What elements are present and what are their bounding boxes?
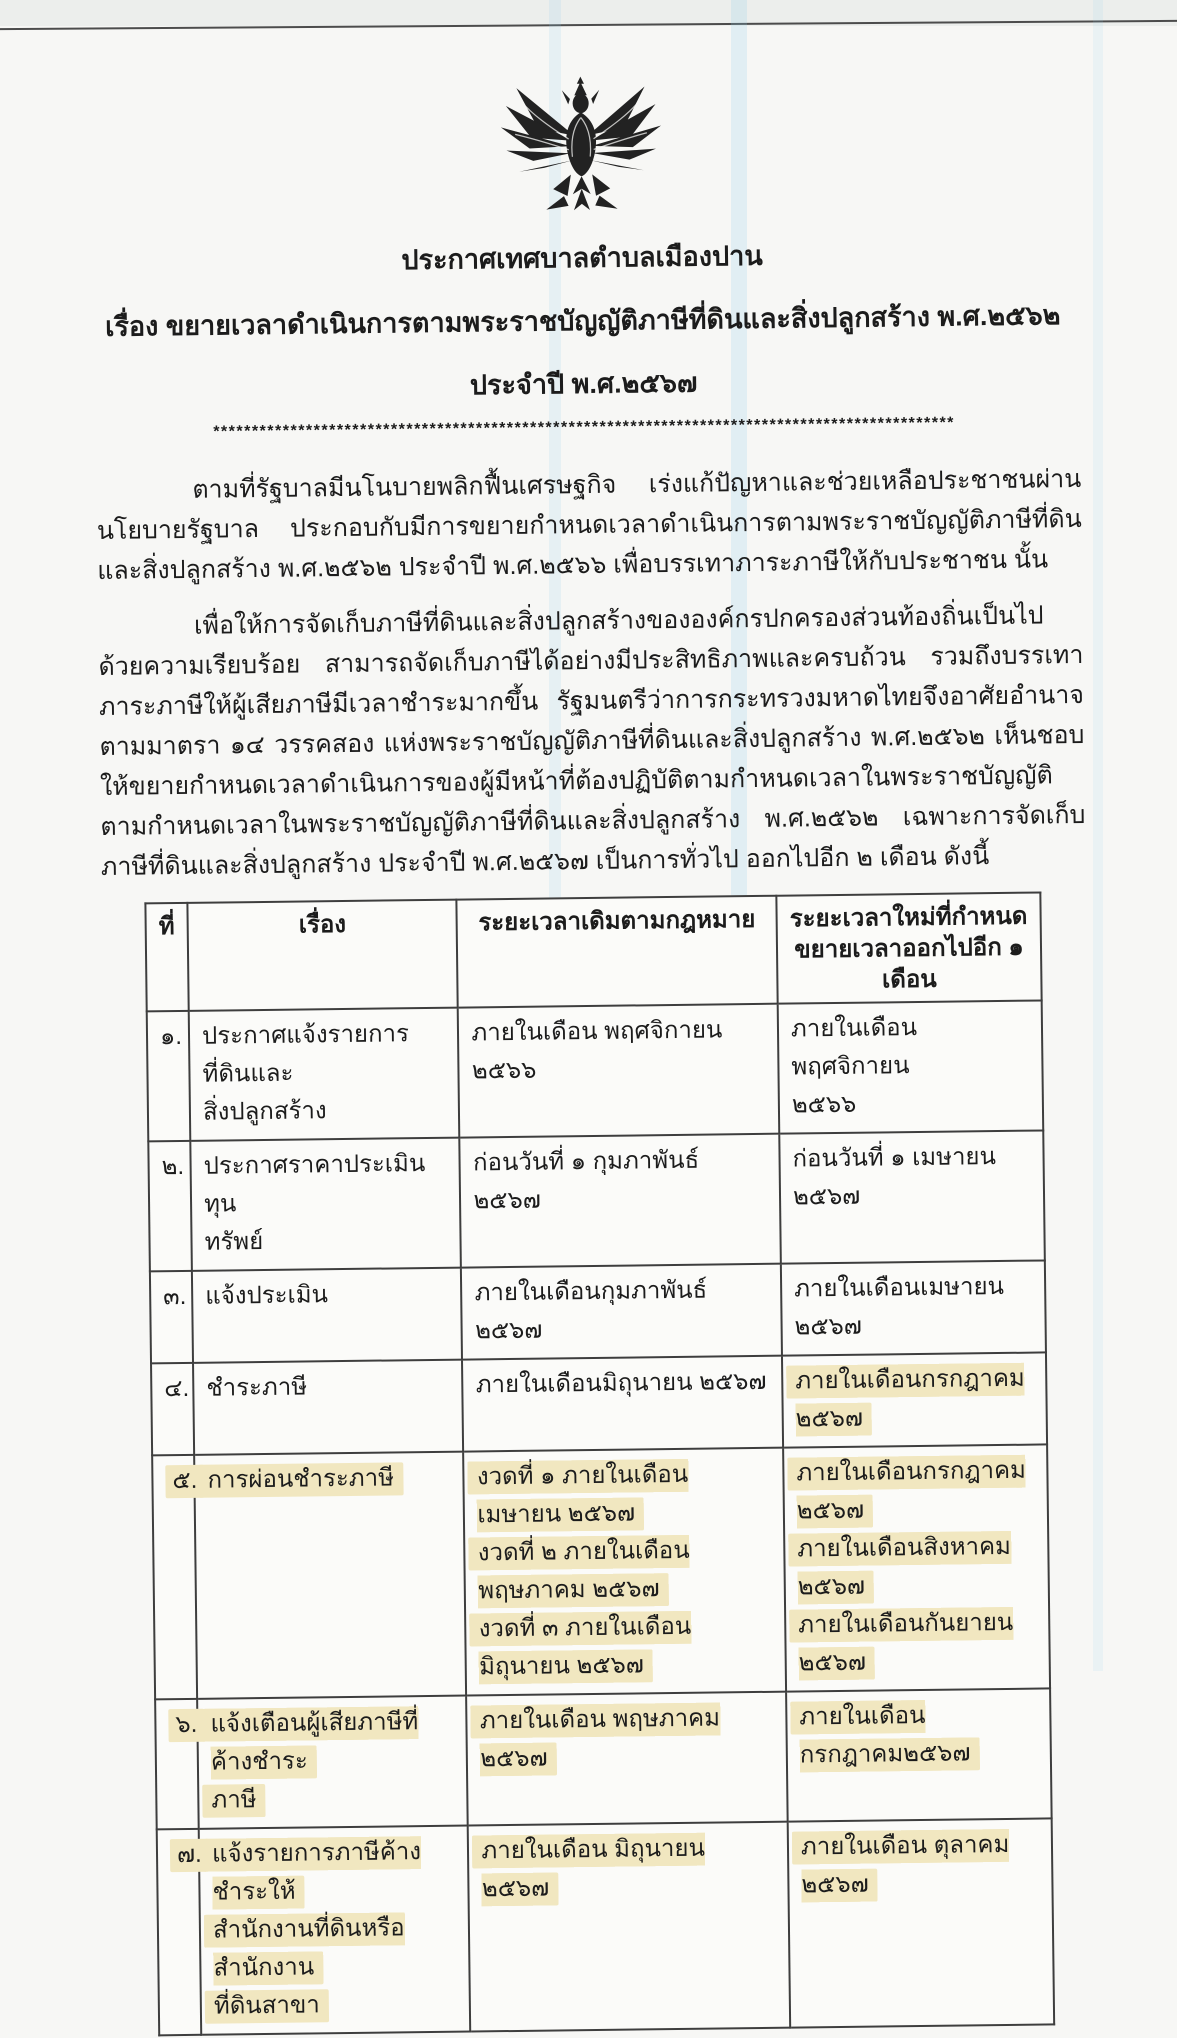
table-cell-number [148,1141,192,1272]
highlighted-text: งวดที่ ๓ ภายในเดือนมิถุนายน ๒๕๖๗ [470,1611,692,1685]
cell-text: ชำระภาษี [206,1373,308,1402]
cell-text: ภายในเดือนกุมภาพันธ์ ๒๕๖๗ [474,1276,708,1345]
table-cell-extended-deadline [786,1688,1052,1821]
document-sheet [0,19,1177,2038]
table-cell-original-deadline [460,1134,781,1268]
paragraph: เพื่อให้การจัดเก็บภาษีที่ดินและสิ่งปลูกสร้างขององค์กรปกครองส่วนท้องถิ่นเป็นไปด้วยความเรียบร้อย สามารถจัดเก็บภาษีได้อย่างมีประสิทธิภาพและครบถ้วน รวมถึงบรรเทาภาระภาษีให้ผู้เสียภาษีมีเวลาชำระมากขึ้น รัฐมนตรีว่าการกระทรวงมหาดไทยจึงอาศัยอำนาจตามมาตรา ๑๔ วรรคสอง แห่งพระราชบัญญัติภาษีที่ดินและสิ่งปลูกสร้าง พ.ศ.๒๕๖๒ เห็นชอบให้ขยายกำหนดเวลาดำเนินการของผู้มีหน้าที่ต้องปฏิบัติตามกำหนดเวลาในพระราชบัญญัติตามกำหนดเวลาในพระราชบัญญัติภาษีที่ดินและสิ่งปลูกสร้าง พ.ศ.๒๕๖๒ เฉพาะการจัดเก็บภาษีที่ดินและสิ่งปลูกสร้าง ประจำปี พ.ศ.๒๕๖๗ เป็นการทั่วไป ออกไปอีก ๒ เดือน ดังนี้ [98,601,1086,881]
highlighted-text: ภาษี [202,1784,266,1818]
table-header-cell: ที่ [145,903,188,1012]
highlighted-text: แจ้งรายการภาษีค้างชำระให้ [203,1836,421,1910]
asterisk-divider: ************************************************************************************************ [213,414,956,441]
cell-text: ก่อนวันที่ ๑ เมษายน ๒๕๖๗ [792,1143,997,1211]
table-cell-topic [197,1696,468,1829]
table-cell-extended-deadline [783,1444,1050,1691]
table-cell-topic [190,1138,461,1271]
highlighted-text: สำนักงานที่ดินหรือสำนักงาน [204,1912,405,1985]
table-header-cell: ระยะเวลาใหม่ที่กำหนด ขยายเวลาออกไปอีก ๑ เดือน [776,892,1041,1003]
table-row [152,1444,1050,1699]
table-cell-original-deadline [464,1448,786,1696]
highlighted-text: แจ้งเตือนผู้เสียภาษีที่ค้างชำระ [201,1706,418,1780]
table-cell-topic [192,1268,462,1363]
table-cell-number [157,1829,202,2035]
table-cell-topic [199,1826,471,2035]
body-paragraphs [96,459,1086,887]
highlighted-text: ๖. [168,1709,204,1742]
table-header-row [145,892,1041,1011]
table-row [150,1260,1046,1363]
table-header-cell: เรื่อง [187,900,458,1011]
highlighted-text: การผ่อนชำระภาษี [198,1462,403,1497]
table-cell-extended-deadline [779,1130,1045,1263]
announcement-title: ประกาศเทศบาลตำบลเมืองปาน [401,240,763,276]
table-cell-original-deadline [458,1004,779,1138]
table-cell-topic [189,1008,460,1141]
highlighted-text: งวดที่ ๑ ภายในเดือนเมษายน ๒๕๖๗ [468,1459,689,1533]
table-cell-extended-deadline [781,1260,1046,1355]
cell-text: ภายในเดือนมิถุนายน ๒๕๖๗ [475,1367,767,1399]
cell-text: ประกาศแจ้งรายการที่ดินและ [201,1020,410,1088]
garuda-emblem-icon [491,69,671,223]
cell-text: สิ่งปลูกสร้าง [202,1097,327,1126]
highlighted-text: ภายในเดือนกรกฎาคม ๒๕๖๗ [787,1455,1026,1529]
cell-text: ๒. [161,1152,185,1181]
table-cell-original-deadline [467,1692,788,1826]
table-cell-topic [194,1452,466,1699]
table-row [148,1130,1045,1271]
cell-text: ภายในเดือนเมษายน ๒๕๖๗ [793,1272,1005,1341]
table-cell-number [155,1699,199,1830]
table-cell-number [147,1011,191,1142]
table-cell-number [150,1271,193,1364]
cell-text: ประกาศราคาประเมินทุน [203,1150,426,1218]
table-row [147,1000,1044,1141]
cell-text: ๒๕๖๖ [791,1090,857,1119]
table-cell-original-deadline [462,1356,783,1452]
announcement-year: ประจำปี พ.ศ.๒๕๖๗ [469,367,698,401]
cell-text: ก่อนวันที่ ๑ กุมภาพันธ์ ๒๕๖๗ [472,1146,700,1215]
cell-text: ๑. [159,1022,183,1051]
table-cell-number [152,1455,197,1699]
cell-text: แจ้งประเมิน [205,1281,329,1310]
table-row [157,1818,1054,2035]
cell-text: ภายในเดือน พฤศจิกายน [790,1013,918,1081]
paragraph: ตามที่รัฐบาลมีนโนบายพลิกฟื้นเศรษฐกิจ เร่งแก้ปัญหาและช่วยเหลือประชาชนผ่านนโยบายรัฐบาล ประกอบกับมีการขยายกำหนดเวลาดำเนินการตามพระราชบัญญัติภาษีที่ดินและสิ่งปลูกสร้าง พ.ศ.๒๕๖๒ ประจำปี พ.ศ.๒๕๖๖ เพื่อบรรเทาภาระภาษีให้กับประชาชน นั้น [96,464,1082,585]
cell-text: ภายในเดือน พฤศจิกายน ๒๕๖๖ [471,1016,723,1085]
highlighted-text: ภายในเดือนกรกฎาคม ๒๕๖๗ [786,1363,1025,1437]
cell-text: ทรัพย์ [204,1228,264,1256]
table-cell-extended-deadline [788,1818,1055,2027]
highlighted-text: ภายในเดือน มิถุนายน ๒๕๖๗ [472,1833,705,1907]
highlighted-text: ภายในเดือนกันยายน ๒๕๖๗ [789,1607,1013,1681]
announcement-subject: เรื่อง ขยายเวลาดำเนินการตามพระราชบัญญัติภาษีที่ดินและสิ่งปลูกสร้าง พ.ศ.๒๕๖๒ [104,300,1061,342]
table-cell-topic [193,1360,463,1455]
highlighted-text: ภายในเดือน ตุลาคม ๒๕๖๗ [792,1829,1010,1903]
highlighted-text: ที่ดินสาขา [205,1989,329,2024]
highlighted-text: ๕. [165,1465,204,1498]
table-cell-extended-deadline [782,1352,1047,1447]
table-row [155,1688,1052,1829]
table-cell-number [151,1363,194,1456]
cell-text: ๔. [164,1374,190,1403]
highlighted-text: งวดที่ ๒ ภายในเดือนพฤษภาคม ๒๕๖๗ [469,1535,690,1609]
table-row [151,1352,1047,1455]
table-cell-original-deadline [468,1822,790,2032]
cell-text: ๓. [163,1282,187,1311]
highlighted-text: ๗. [170,1839,209,1872]
table-cell-extended-deadline [778,1000,1044,1133]
highlighted-text: ภายในเดือนกรกฎาคม๒๕๖๗ [790,1700,980,1773]
table-header-cell: ระยะเวลาเดิมตามกฎหมาย [457,896,778,1008]
table-body [147,1000,1054,2035]
highlighted-text: ภายในเดือน พฤษภาคม ๒๕๖๗ [471,1702,720,1776]
table-cell-original-deadline [461,1264,782,1360]
highlighted-text: ภายในเดือนสิงหาคม ๒๕๖๗ [788,1531,1011,1605]
deadline-table [144,891,1055,2036]
